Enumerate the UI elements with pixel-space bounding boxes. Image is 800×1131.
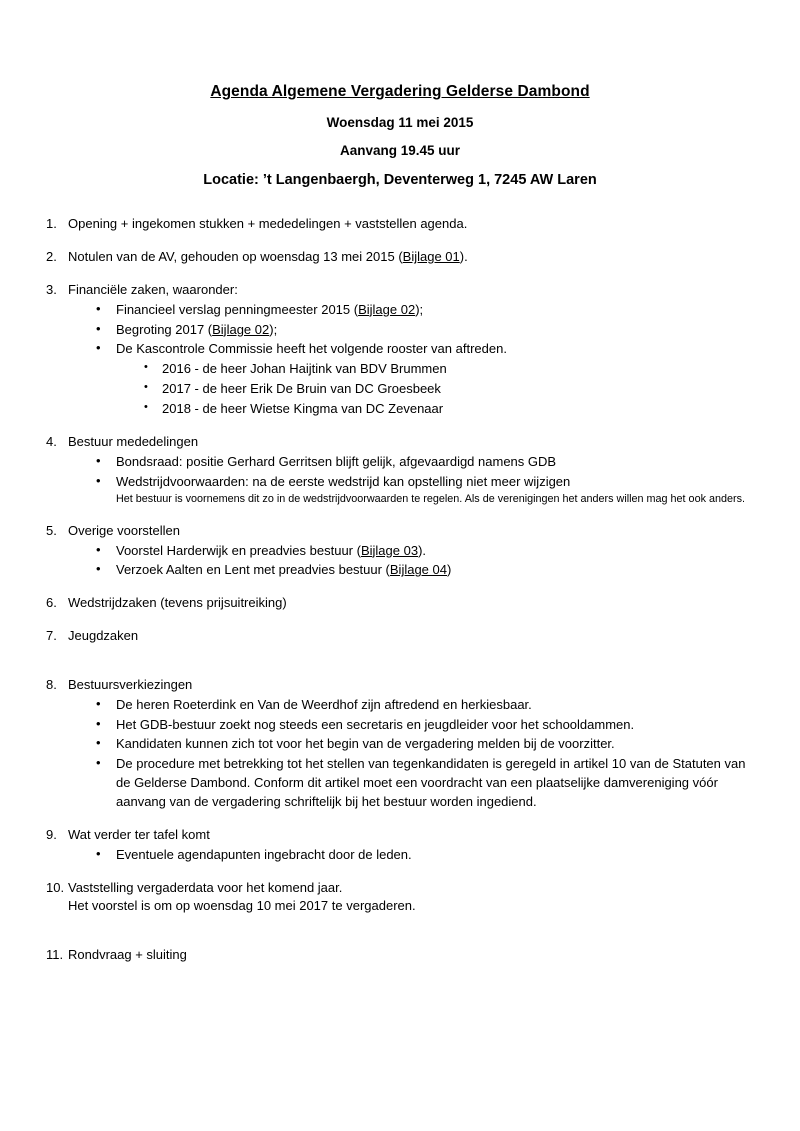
agenda-bullet bbox=[68, 453, 760, 472]
agenda-item-number: 10. bbox=[46, 879, 65, 895]
agenda-bullet-text bbox=[116, 543, 426, 558]
agenda-bullet bbox=[68, 321, 760, 340]
agenda-bullet-note: Het bestuur is voornemens dit zo in de wedstrijdvoorwaarden te regelen. Als de verenigingen het anders willen mag het ook anders. bbox=[116, 493, 745, 506]
agenda-bullet-label: Financieel verslag penningmeester 2015 ( bbox=[116, 301, 359, 317]
agenda-item-text bbox=[68, 826, 760, 845]
attachment-link[interactable]: Bijlage 01 bbox=[402, 249, 460, 265]
agenda-item-label: Notulen van de AV, gehouden op woensdag 13 mei 2015 ( bbox=[68, 249, 403, 265]
agenda-bullet-list bbox=[68, 846, 760, 865]
agenda-item-text bbox=[68, 215, 760, 234]
agenda-item bbox=[46, 215, 760, 234]
agenda-subbullet: • 2017 - de heer Erik De Bruin van DC Groesbeek bbox=[116, 380, 760, 399]
agenda-item bbox=[46, 946, 760, 965]
agenda-bullet bbox=[68, 542, 760, 561]
agenda-item-label-suffix: ). bbox=[459, 249, 468, 265]
document-title: Agenda Algemene Vergadering Gelderse Dambond bbox=[210, 83, 590, 100]
agenda-bullet-list bbox=[68, 542, 760, 581]
agenda-bullet-list bbox=[68, 453, 760, 508]
agenda-bullet-label: Eventuele agendapunten ingebracht door de leden. bbox=[116, 846, 412, 862]
agenda-bullet-label-suffix: ); bbox=[415, 301, 424, 317]
agenda-bullet-text bbox=[116, 717, 634, 732]
agenda-bullet-label: Voorstel Harderwijk en preadvies bestuur ( bbox=[116, 542, 361, 558]
agenda-item-text bbox=[68, 433, 760, 452]
meeting-location: Locatie: ’t Langenbaergh, Deventerweg 1, 7245 AW Laren bbox=[203, 172, 597, 189]
agenda-item-label: Wedstrijdzaken (tevens prijsuitreiking) bbox=[68, 595, 287, 611]
agenda-bullet-label: Het GDB-bestuur zoekt nog steeds een secretaris en jeugdleider voor het schooldammen. bbox=[116, 716, 635, 732]
agenda-bullet-text bbox=[116, 756, 745, 809]
agenda-subbullet-list bbox=[116, 360, 760, 419]
agenda-item-label: Overige voorstellen bbox=[68, 522, 180, 538]
agenda-item-text bbox=[68, 248, 760, 267]
attachment-link[interactable]: Bijlage 02 bbox=[212, 321, 270, 337]
agenda-item-number: 11. bbox=[46, 947, 64, 963]
agenda-item bbox=[46, 433, 760, 508]
agenda-bullet bbox=[68, 735, 760, 754]
agenda-item bbox=[46, 627, 760, 646]
agenda-bullet-label: Bondsraad: positie Gerhard Gerritsen blijft gelijk, afgevaardigd namens GDB bbox=[116, 453, 557, 469]
agenda-bullet-label-suffix: ); bbox=[269, 321, 278, 337]
agenda-bullet-text bbox=[116, 454, 556, 469]
agenda-item bbox=[46, 594, 760, 613]
agenda-bullet-label-suffix: ) bbox=[447, 562, 452, 578]
agenda-item-text bbox=[68, 522, 760, 541]
agenda-item-label: Financiële zaken, waaronder: bbox=[68, 281, 238, 297]
agenda-item-label: Bestuursverkiezingen bbox=[68, 676, 193, 692]
agenda-item bbox=[46, 879, 760, 917]
agenda-item-label: Opening + ingekomen stukken + mededelingen + vaststellen agenda. bbox=[68, 216, 468, 232]
agenda-bullet-text bbox=[116, 341, 507, 356]
agenda-bullet-label: Kandidaten kunnen zich tot voor het begin van de vergadering melden bij de voorzitter. bbox=[116, 736, 615, 752]
attachment-link[interactable]: Bijlage 03 bbox=[360, 542, 419, 558]
agenda-item bbox=[46, 826, 760, 865]
agenda-item-text bbox=[68, 281, 760, 300]
agenda-bullet-text bbox=[116, 736, 615, 751]
agenda-item-number: 1. bbox=[46, 216, 57, 232]
agenda-bullet bbox=[68, 301, 760, 320]
agenda-bullet-label: De heren Roeterdink en Van de Weerdhof zijn aftredend en herkiesbaar. bbox=[116, 696, 532, 712]
agenda-bullet-text bbox=[116, 847, 412, 862]
agenda-item-number: 5. bbox=[46, 522, 57, 538]
agenda-bullet-list bbox=[68, 696, 760, 812]
agenda-item bbox=[46, 522, 760, 581]
agenda-bullet-label: De procedure met betrekking tot het stellen van tegenkandidaten is geregeld in artikel 10 van de Statuten van de Gelderse Dambond. Conform dit artikel moet een voordracht van een plaatselijke damvereniging vóór aanvang van de vergadering schriftelijk bij het bestuur worden ingediend. bbox=[116, 756, 746, 809]
agenda-bullet-label-suffix: ). bbox=[418, 542, 427, 558]
meeting-time: Aanvang 19.45 uur bbox=[339, 143, 461, 159]
agenda-bullet-label: Verzoek Aalten en Lent met preadvies bestuur ( bbox=[116, 562, 390, 578]
attachment-link[interactable]: Bijlage 04 bbox=[389, 562, 447, 578]
agenda-bullet bbox=[68, 561, 760, 580]
agenda-bullet bbox=[68, 755, 760, 812]
agenda-item-number: 8. bbox=[46, 676, 57, 692]
agenda-bullet bbox=[68, 473, 760, 508]
agenda-item-text bbox=[68, 594, 760, 613]
agenda-item-text bbox=[68, 946, 760, 965]
agenda-item-text bbox=[68, 879, 760, 898]
agenda-bullet bbox=[68, 696, 760, 715]
agenda-item-text bbox=[68, 627, 760, 646]
agenda-item-label: Wat verder ter tafel komt bbox=[68, 826, 210, 842]
agenda-item-number: 7. bbox=[46, 628, 57, 644]
agenda-item bbox=[46, 676, 760, 812]
agenda-subbullet: • 2016 - de heer Johan Haijtink van BDV Brummen bbox=[116, 360, 760, 379]
agenda-item-number: 3. bbox=[46, 281, 57, 297]
agenda-bullet-text bbox=[116, 322, 277, 337]
agenda-item-number: 6. bbox=[46, 595, 57, 611]
meeting-date: Woensdag 11 mei 2015 bbox=[326, 115, 474, 131]
agenda-item bbox=[46, 281, 760, 419]
agenda-item-label: Rondvraag + sluiting bbox=[68, 947, 187, 963]
agenda-bullet-label: De Kascontrole Commissie heeft het volgende rooster van aftreden. bbox=[116, 341, 507, 357]
agenda-bullet-list bbox=[68, 301, 760, 419]
agenda-bullet bbox=[68, 846, 760, 865]
agenda-item-number: 9. bbox=[46, 826, 57, 842]
document-header bbox=[0, 0, 800, 189]
agenda-list bbox=[0, 215, 800, 965]
agenda-item-label: Bestuur mededelingen bbox=[68, 433, 199, 449]
agenda-bullet bbox=[68, 340, 760, 418]
agenda-bullet-label: Wedstrijdvoorwaarden: na de eerste wedstrijd kan opstelling niet meer wijzigen bbox=[116, 473, 571, 489]
agenda-item-text bbox=[68, 676, 760, 695]
agenda-bullet-text bbox=[116, 697, 532, 712]
agenda-item-continuation: Het voorstel is om op woensdag 10 mei 2017 te vergaderen. bbox=[68, 898, 416, 914]
agenda-item-label: Vaststelling vergaderdata voor het komend jaar. bbox=[68, 879, 343, 895]
agenda-item-number: 2. bbox=[46, 249, 57, 265]
agenda-bullet-text bbox=[116, 302, 423, 317]
agenda-bullet-text bbox=[116, 562, 451, 577]
agenda-subbullet: • 2018 - de heer Wietse Kingma van DC Zevenaar bbox=[116, 400, 760, 419]
agenda-item-label: Jeugdzaken bbox=[68, 628, 139, 644]
agenda-bullet-text bbox=[116, 474, 570, 489]
agenda-bullet bbox=[68, 716, 760, 735]
agenda-item bbox=[46, 248, 760, 267]
agenda-item-number: 4. bbox=[46, 433, 57, 449]
agenda-bullet-label: Begroting 2017 ( bbox=[116, 321, 213, 337]
attachment-link[interactable]: Bijlage 02 bbox=[358, 301, 416, 317]
